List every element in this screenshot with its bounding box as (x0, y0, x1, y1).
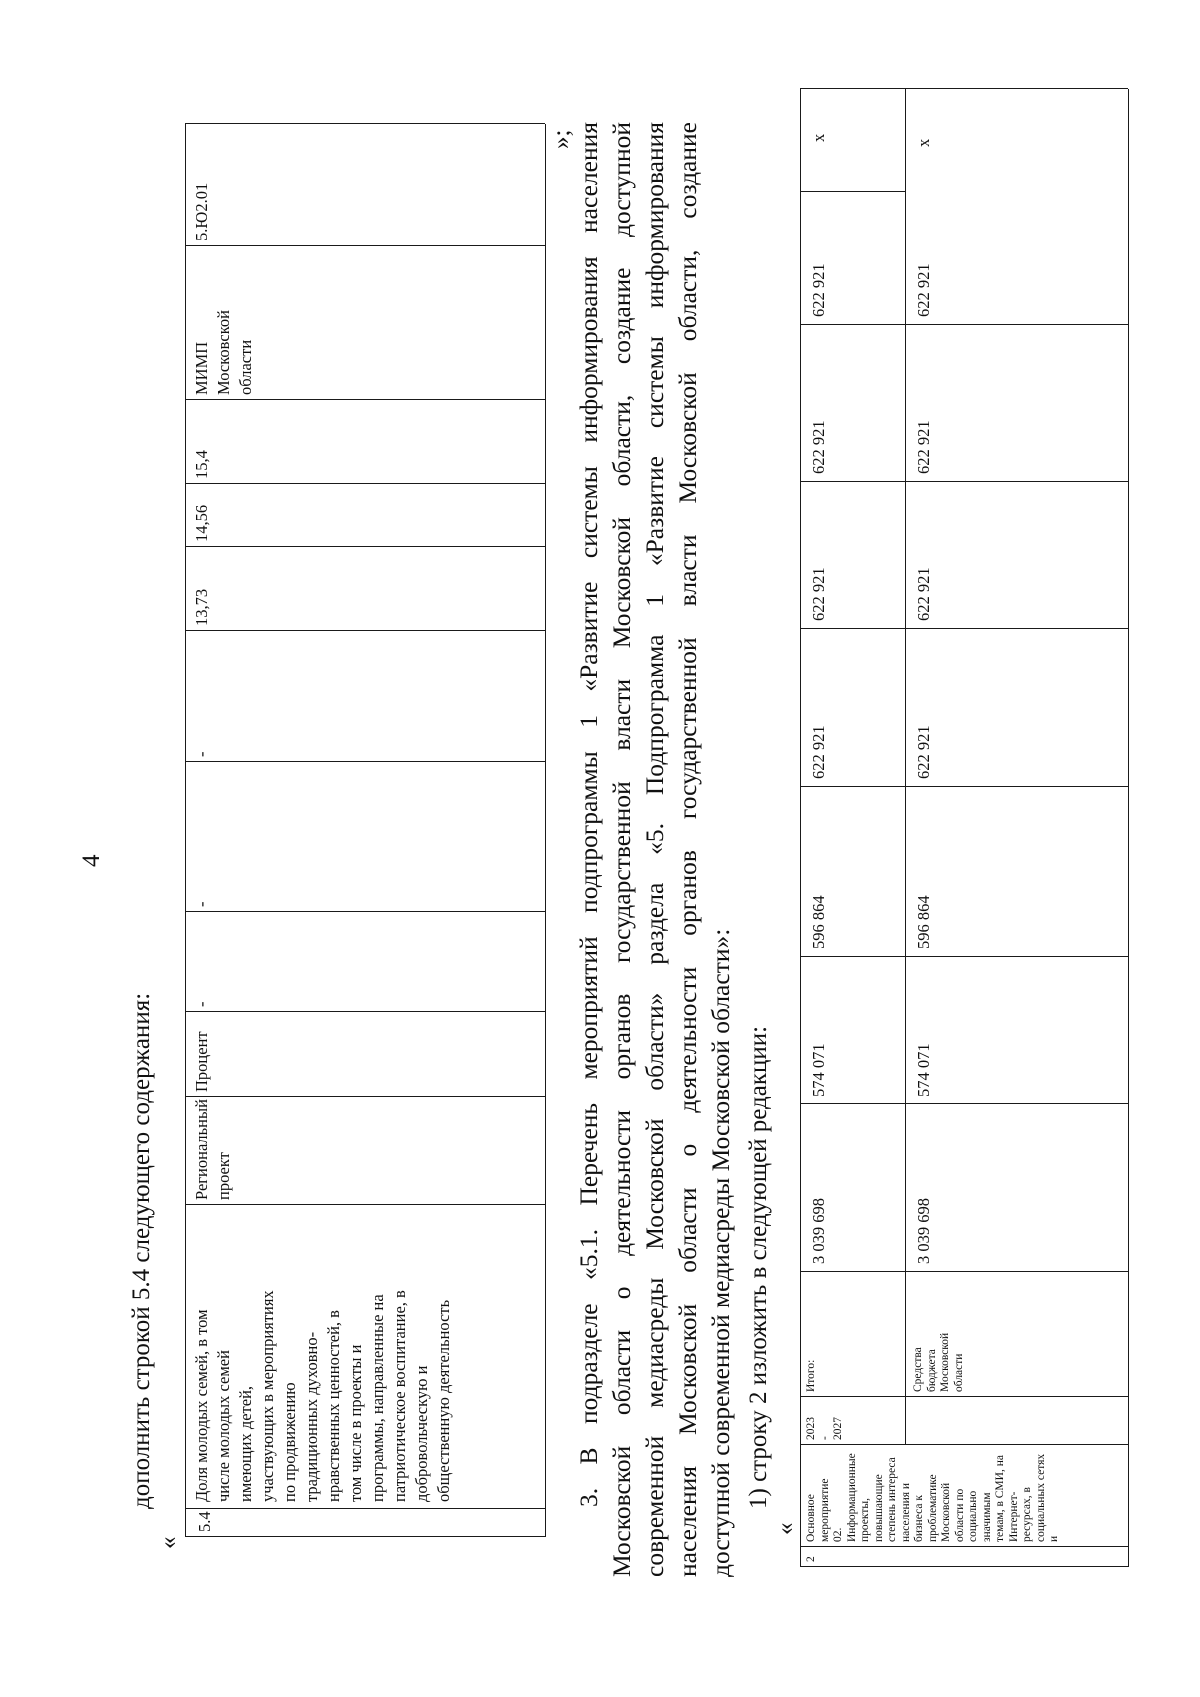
budget-value: 622 921 (914, 420, 933, 474)
total-tail: х (809, 133, 828, 142)
source-total: Итого: (805, 1359, 817, 1392)
open-quote-2: « (772, 1522, 799, 1535)
value-1: - (192, 1001, 211, 1007)
budget-value: 622 921 (914, 567, 933, 621)
value-3: - (192, 751, 211, 757)
open-quote-1: « (155, 1536, 182, 1549)
close-quote: »; (548, 129, 575, 149)
total-value: 3 039 698 (809, 1198, 828, 1264)
value-5: 14,56 (192, 504, 211, 542)
budget-value: 574 071 (914, 1043, 933, 1097)
row-number: 5.4 (195, 1511, 214, 1532)
subitem-text: 1) строку 2 изложить в следующей редакции: (745, 1025, 772, 1509)
t2-row-number: 2 (805, 1556, 817, 1562)
amendment-paragraph: 3. В подразделе «5.1. Перечень мероприятий подпрограммы 1 «Развитие системы информирования населения Московской области о деятельности органов государственной власти Московской области, создание доступной современной медиасреды Московской области» раздела «5. Подпрограмма 1 «Развитие системы информирования населения Московской области о деятельности органов государственной власти Московской области, создание доступной современной медиасреды Московской области»: (574, 122, 735, 1577)
budget-value: 622 921 (914, 725, 933, 779)
indicator-type: Региональный проект (192, 1099, 233, 1200)
value-6: 15,4 (192, 450, 211, 479)
period-cell: 2023 - 2027 (805, 1417, 844, 1440)
indicator-name: Доля молодых семей, в том числе молодых семей имеющих детей, участвующих в мероприятиях по продвижению традиционных духовно- нравственных ценностей, в том числе в проекты и программы, направленные на патриотическое воспитание, в добровольческую и общественную деятельность (192, 1290, 453, 1502)
unit-cell: Процент (192, 1031, 211, 1092)
total-value: 622 921 (809, 567, 828, 621)
total-value: 596 864 (809, 895, 828, 949)
budget-value: 622 921 (914, 263, 933, 317)
source-budget: Средства бюджета Московской области (912, 1332, 965, 1392)
value-2: - (192, 901, 211, 907)
code-cell: 5.Ю2.01 (192, 182, 211, 241)
budget-value: 3 039 698 (914, 1198, 933, 1264)
main-event-cell: Основное мероприятие 02. Информационные проекты, повышающие степень интереса населения и бизнеса к проблематике Московской области по социально значимым темам, в СМИ, на Интернет-ресурсах, в социальных сетях и (805, 1453, 1060, 1542)
budget-tail: х (914, 138, 933, 147)
total-value: 574 071 (809, 1043, 828, 1097)
total-value: 622 921 (809, 725, 828, 779)
total-value: 622 921 (809, 420, 828, 474)
intro-text: дополнить строкой 5.4 следующего содержания: (128, 992, 155, 1509)
budget-value: 596 864 (914, 895, 933, 949)
responsible-cell: МИМП Московской области (192, 310, 255, 395)
value-4: 13,73 (192, 588, 211, 626)
page-number: 4 (78, 854, 105, 867)
total-value: 622 921 (809, 263, 828, 317)
